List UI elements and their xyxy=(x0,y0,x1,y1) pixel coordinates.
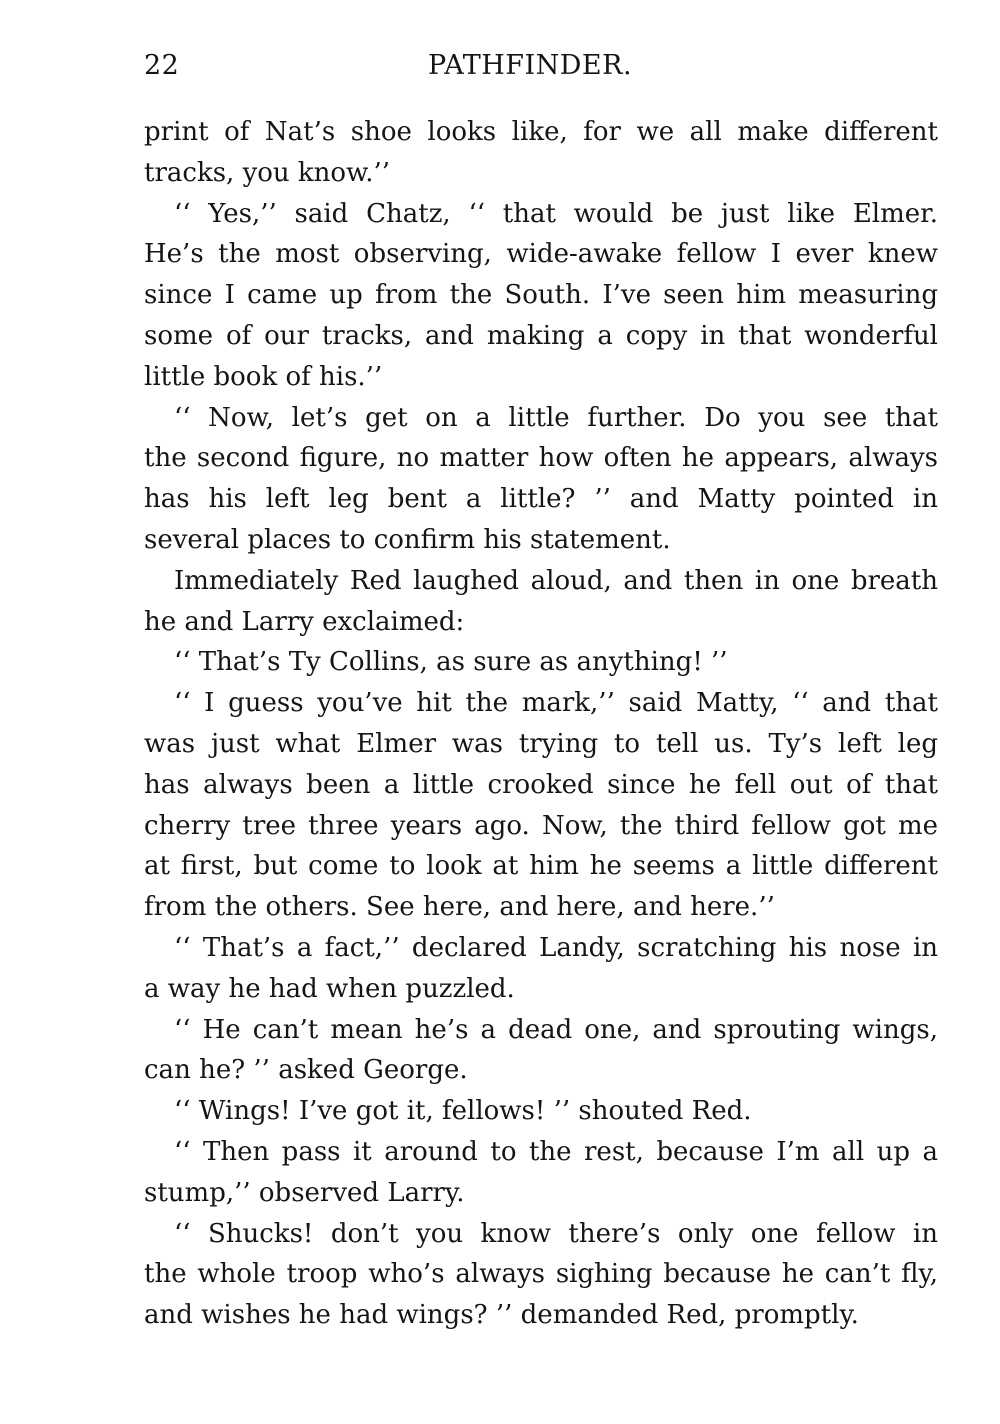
running-title: PATHFINDER. xyxy=(428,50,633,81)
running-head xyxy=(144,50,944,90)
paragraph-first-line: ‘‘ He can’t mean he’s a dead one, and sprouting wings, xyxy=(174,1014,938,1045)
paragraph-first-line: ‘‘ Shucks! don’t you know there’s only one fellow in xyxy=(174,1218,938,1249)
text-line: at first, but come to look at him he seems a little different xyxy=(144,851,938,882)
text-line: has always been a little crooked since he fell out of that xyxy=(144,769,938,800)
text-line: since I came up from the South. I’ve seen him measuring xyxy=(144,280,938,311)
text-line: cherry tree three years ago. Now, the third fellow got me xyxy=(144,810,938,841)
paragraph-first-line: ‘‘ I guess you’ve hit the mark,’’ said Matty, ‘‘ and that xyxy=(174,688,938,719)
paragraph-first-line: ‘‘ Wings! I’ve got it, fellows! ’’ shouted Red. xyxy=(174,1096,752,1127)
text-line: the second figure, no matter how often he appears, always xyxy=(144,443,938,474)
text-line: some of our tracks, and making a copy in that wonderful xyxy=(144,320,938,351)
text-line: can he? ’’ asked George. xyxy=(144,1055,468,1086)
paragraph-first-line: ‘‘ Then pass it around to the rest, because I’m all up a xyxy=(174,1136,938,1167)
body-text xyxy=(144,112,938,1336)
text-line: print of Nat’s shoe looks like, for we all make different xyxy=(144,117,938,147)
text-line: from the others. See here, and here, and here.’’ xyxy=(144,892,775,923)
paragraph-first-line: ‘‘ Yes,’’ said Chatz, ‘‘ that would be just like Elmer. xyxy=(174,198,938,229)
text-line: was just what Elmer was trying to tell us. Ty’s left leg xyxy=(144,728,938,759)
paragraph-first-line: Immediately Red laughed aloud, and then in one breath xyxy=(174,565,938,596)
text-line: He’s the most observing, wide-awake fellow I ever knew xyxy=(144,239,938,270)
text-line: the whole troop who’s always sighing because he can’t fly, xyxy=(144,1259,938,1290)
paragraph-first-line: ‘‘ That’s a fact,’’ declared Landy, scratching his nose in xyxy=(174,932,938,963)
text-line: and wishes he had wings? ’’ demanded Red, promptly. xyxy=(144,1300,859,1331)
text-line: he and Larry exclaimed: xyxy=(144,606,465,637)
text-line: stump,’’ observed Larry. xyxy=(144,1177,465,1208)
paragraph-first-line: ‘‘ Now, let’s get on a little further. Do you see that xyxy=(174,402,938,433)
page-number: 22 xyxy=(144,50,180,81)
text-line: little book of his.’’ xyxy=(144,361,383,392)
text-line: tracks, you know.’’ xyxy=(144,157,391,188)
text-line: several places to confirm his statement. xyxy=(144,524,671,555)
text-line: has his left leg bent a little? ’’ and Matty pointed in xyxy=(144,484,938,515)
paragraph-first-line: ‘‘ That’s Ty Collins, as sure as anything! ’’ xyxy=(174,647,728,678)
text-line: a way he had when puzzled. xyxy=(144,973,515,1004)
